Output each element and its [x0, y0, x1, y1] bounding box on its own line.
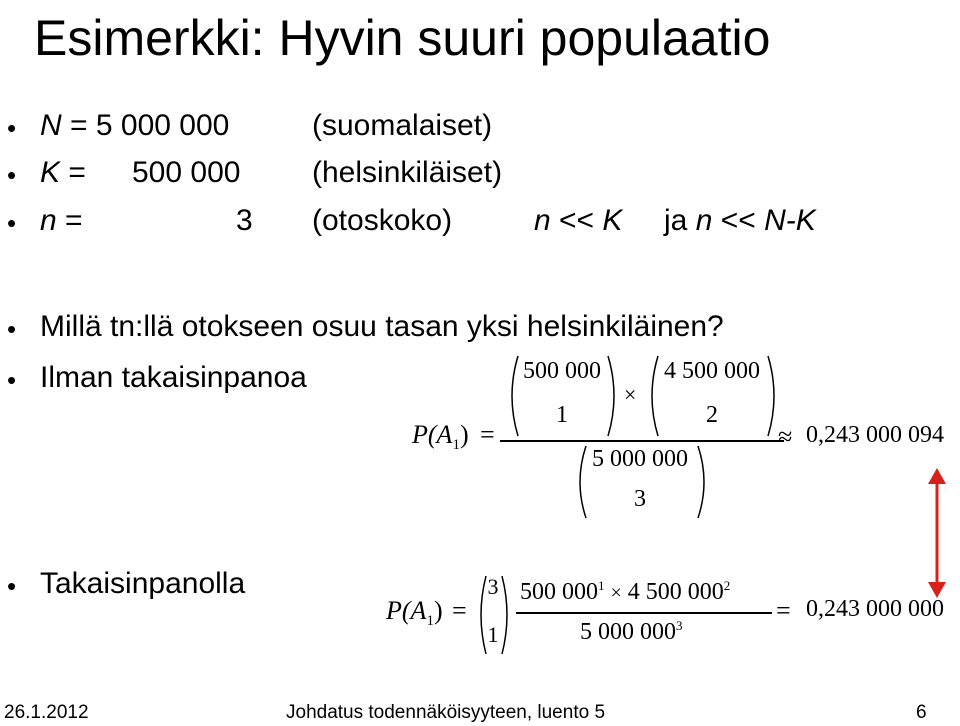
with-replacement-label: Takaisinpanolla: [40, 567, 246, 600]
bullet-icon: •: [7, 314, 17, 344]
bullet-icon: •: [7, 208, 17, 238]
formula-lhs: $P(A_1)$: [412, 420, 469, 454]
binom-bottom-1: 1: [556, 402, 568, 428]
binom-top-2: 4 500 000: [664, 358, 760, 384]
without-replacement-label: Ilman takaisinpanoa: [40, 361, 307, 394]
footer-date: 26.1.2012: [4, 702, 89, 723]
result-with: 0,243 000 000: [806, 596, 944, 622]
bullet-icon: •: [7, 571, 17, 601]
binom-bottom-3: 3: [634, 486, 646, 512]
param-sample-note: (otoskoko): [312, 204, 453, 237]
param-n-total: N = 5 000 000: [40, 109, 230, 142]
bullet-icon: •: [7, 113, 17, 143]
bullet-icon: •: [7, 365, 17, 395]
param-n-total-note: (suomalaiset): [312, 109, 493, 142]
formula-equals: =: [480, 420, 495, 449]
approx-sign: ≈: [778, 422, 793, 451]
footer-page-number: 6: [916, 702, 927, 723]
slide-title: Esimerkki: Hyvin suuri populaatio: [34, 10, 771, 66]
right-paren-icon: [696, 444, 712, 520]
times-sign: ×: [624, 382, 637, 407]
denominator: 5 000 $000^3$: [580, 618, 683, 645]
numerator: 500 $000^1 \times 4$ 500 $000^2$: [520, 578, 731, 605]
param-k-value: 500 000: [132, 156, 241, 189]
binom-top-3: 5 000 000: [592, 446, 688, 472]
param-k: K =: [40, 156, 86, 189]
formula-equals-2: =: [452, 596, 467, 625]
right-paren-icon: [500, 574, 514, 656]
param-sample: n =: [40, 204, 83, 237]
double-arrow-icon: [922, 468, 952, 598]
fraction-bar: [500, 440, 784, 442]
binom-bottom-2: 2: [706, 402, 718, 428]
question-text: Millä tn:llä otokseen osuu tasan yksi helsinkiläinen?: [40, 310, 724, 343]
binom-bottom-4: 1: [487, 622, 499, 647]
formula-equals-3: =: [776, 596, 791, 625]
binom-top-4: 3: [487, 574, 499, 599]
fraction-bar-2: [516, 612, 772, 614]
sample-condition-2: ja n << N-K: [664, 204, 816, 237]
result-without: 0,243 000 094: [806, 422, 944, 448]
formula-lhs-2: $P(A_1)$: [386, 596, 443, 630]
right-paren-icon: [606, 354, 622, 438]
param-sample-value: 3: [236, 204, 253, 237]
footer-course: Johdatus todennäköisyyteen, luento 5: [286, 702, 606, 723]
binom-top-1: 500 000: [523, 358, 601, 384]
sample-condition: n << K: [534, 204, 623, 237]
bullet-icon: •: [7, 160, 17, 190]
param-k-note: (helsinkiläiset): [312, 156, 503, 189]
